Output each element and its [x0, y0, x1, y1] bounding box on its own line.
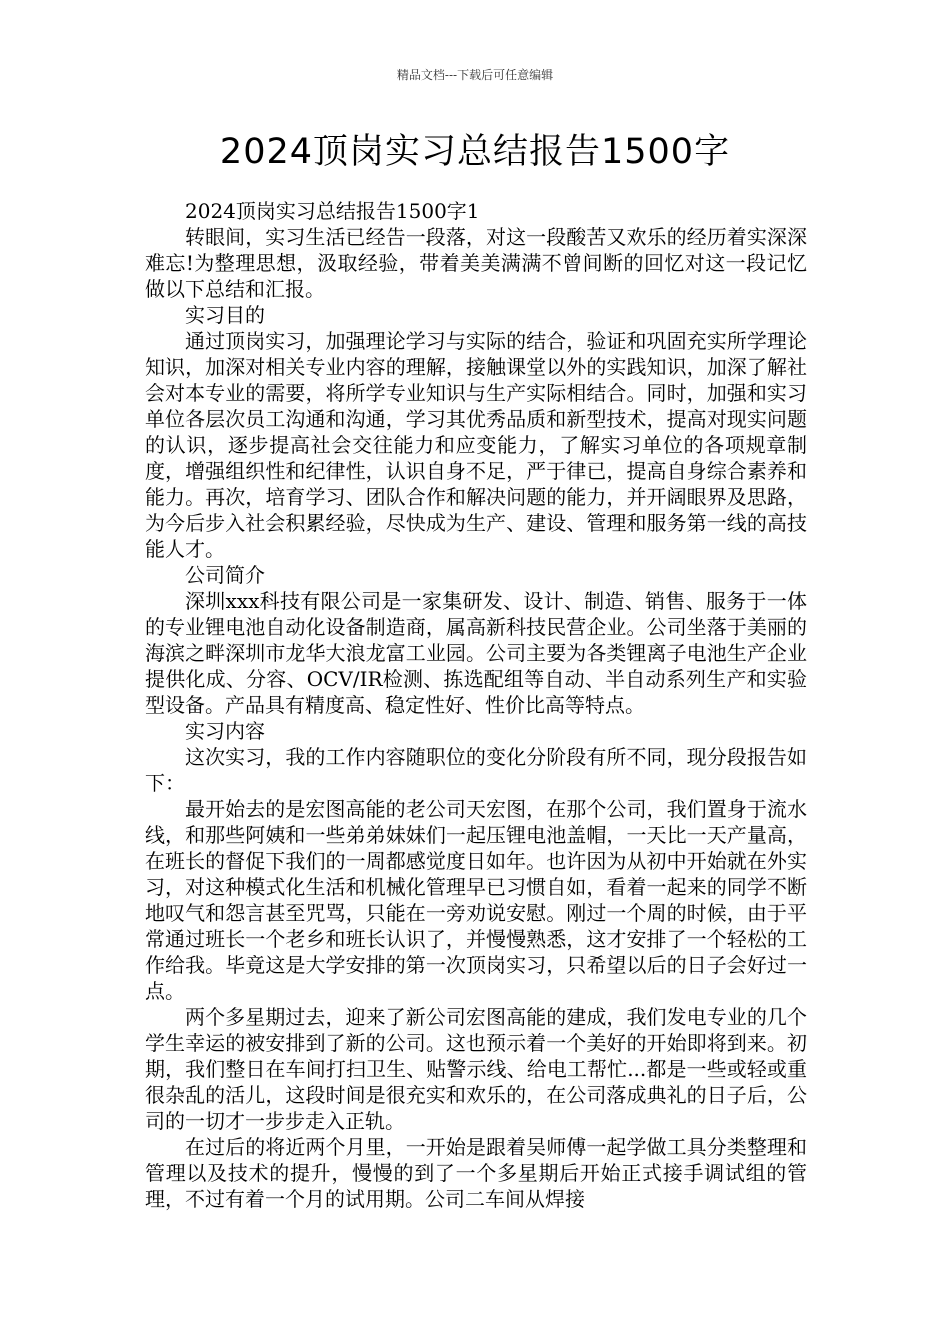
document-body [145, 198, 807, 1212]
paragraph: 在过后的将近两个月里，一开始是跟着吴师傅一起学做工具分类整理和管理以及技术的提升，慢慢的到了一个多星期后开始正式接手调试组的管理，不过有着一个月的试用期。公司二车间从焊接 [145, 1135, 807, 1211]
section-heading: 实习目的 [185, 303, 265, 327]
paragraph: 转眼间，实习生活已经告一段落，对这一段酸苦又欢乐的经历着实深深难忘!为整理思想，汲取经验，带着美美满满不曾间断的回忆对这一段记忆做以下总结和汇报。 [145, 225, 807, 301]
paragraph: 通过顶岗实习，加强理论学习与实际的结合，验证和巩固充实所学理论知识，加深对相关专业内容的理解，接触课堂以外的实践知识，加深了解社会对本专业的需要，将所学专业知识与生产实际相结合。同时，加强和实习单位各层次员工沟通和沟通，学习其优秀品质和新型技术，提高对现实问题的认识，逐步提高社会交往能力和应变能力，了解实习单位的各项规章制度，增强组织性和纪律性，认识自身不足，严于律已，提高自身综合素养和能力。再次，培育学习、团队合作和解决问题的能力，并开阔眼界及思路，为今后步入社会积累经验，尽快成为生产、建设、管理和服务第一线的高技能人才。 [145, 329, 807, 561]
header-note: 精品文档---下载后可任意编辑 [396, 68, 554, 82]
document-title: 2024顶岗实习总结报告1500字 [219, 132, 731, 172]
paragraph: 2024顶岗实习总结报告1500字1 [185, 199, 480, 223]
section-heading: 实习内容 [185, 719, 265, 743]
paragraph: 这次实习，我的工作内容随职位的变化分阶段有所不同，现分段报告如下： [145, 745, 807, 795]
paragraph: 两个多星期过去，迎来了新公司宏图高能的建成，我们发电专业的几个学生幸运的被安排到了新的公司。这也预示着一个美好的开始即将到来。初期，我们整日在车间打扫卫生、贴警示线、给电工帮忙...都是一些或轻或重很杂乱的活儿，这段时间是很充实和欢乐的，在公司落成典礼的日子后，公司的一切才一步步走入正轨。 [145, 1005, 807, 1133]
paragraph: 最开始去的是宏图高能的老公司天宏图，在那个公司，我们置身于流水线，和那些阿姨和一些弟弟妹妹们一起压锂电池盖帽，一天比一天产量高，在班长的督促下我们的一周都感觉度日如年。也许因为从初中开始就在外实习，对这种模式化生活和机械化管理早已习惯自如，看着一起来的同学不断地叹气和怨言甚至咒骂，只能在一旁劝说安慰。刚过一个周的时候，由于平常通过班长一个老乡和班长认识了，并慢慢熟悉，这才安排了一个轻松的工作给我。毕竟这是大学安排的第一次顶岗实习，只希望以后的日子会好过一点。 [145, 797, 807, 1003]
section-heading: 公司简介 [185, 563, 265, 587]
paragraph: 深圳xxx科技有限公司是一家集研发、设计、制造、销售、服务于一体的专业锂电池自动化设备制造商，属高新科技民营企业。公司坐落于美丽的海滨之畔深圳市龙华大浪龙富工业园。公司主要为各类锂离子电池生产企业提供化成、分容、OCV/IR检测、拣选配组等自动、半自动系列生产和实验型设备。产品具有精度高、稳定性好、性价比高等特点。 [145, 589, 807, 717]
